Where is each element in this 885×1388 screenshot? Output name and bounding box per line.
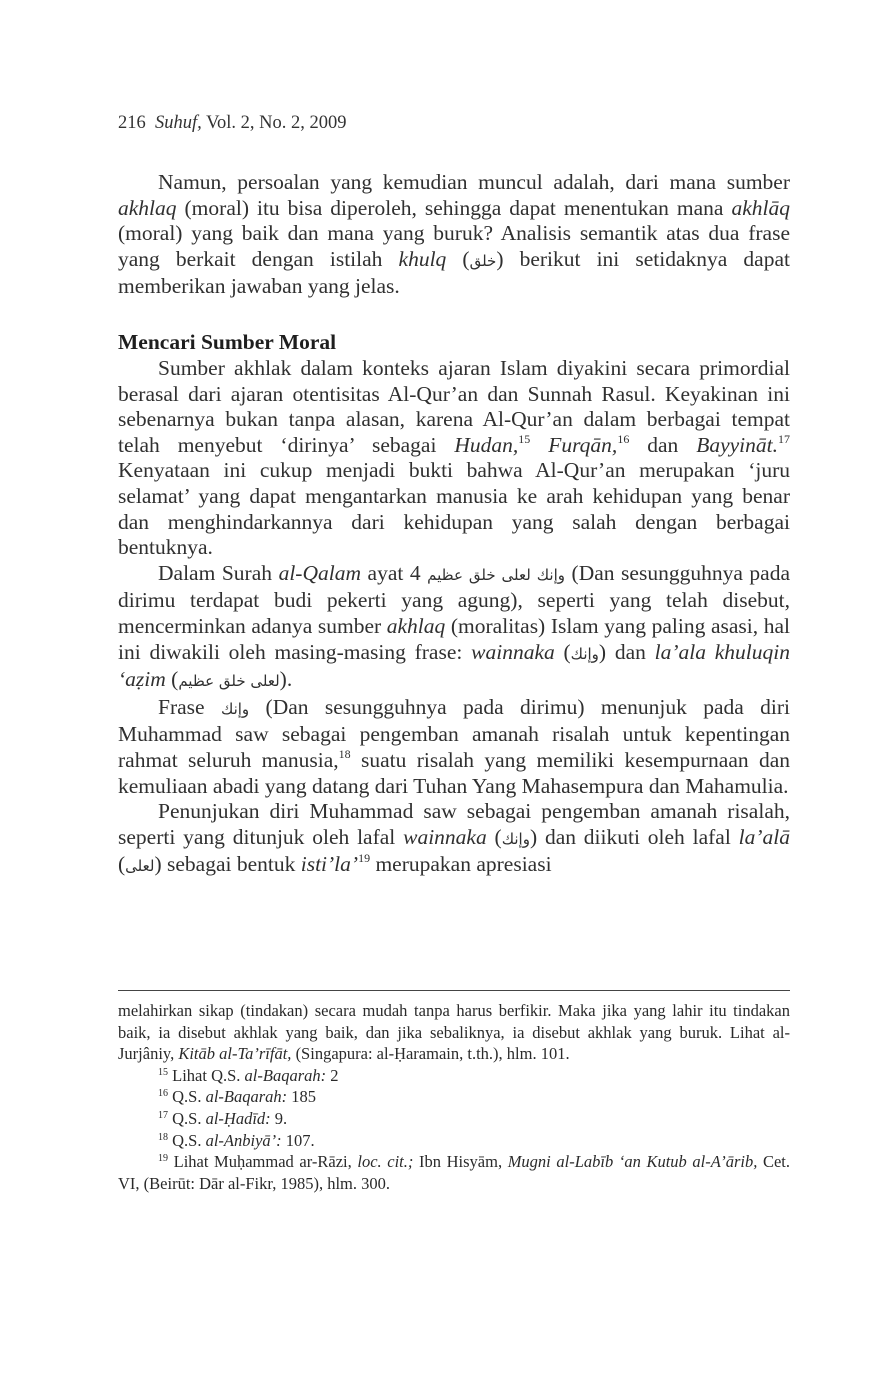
term: la’alā: [738, 824, 790, 849]
footnote-number: 18: [158, 1131, 168, 1143]
arabic-verse: وإنك لعلى خلق عظيم: [427, 565, 565, 584]
footnote-18: [118, 1130, 790, 1152]
text: (moralitas) Islam yang paling asasi, hal ini diwakili oleh masing-masing frase:: [118, 613, 790, 664]
text: Namun, persoalan yang kemudian muncul adalah, dari mana sumber: [158, 170, 790, 194]
text: Q.S.: [168, 1108, 206, 1128]
text: (Dan sesungguhnya pada dirimu) menunjuk pada diri Muhammad saw sebagai pengemban amanah risalah untuk kepentingan rahmat seluruh manusia,: [118, 694, 790, 772]
arabic-term: وإنك: [501, 829, 530, 848]
paragraph-frase: [118, 695, 790, 799]
text: ).: [279, 667, 293, 692]
term: khulq: [398, 246, 447, 271]
term: Hudan,: [454, 432, 519, 457]
footnote-ref: 19: [358, 851, 371, 866]
text: melahirkan sikap (tindakan) secara mudah tanpa harus berfikir. Maka jika yang lahir itu tindakan baik, ia disebut akhlak yang baik, dan jika sebaliknya, ia disebut akhlak yang buruk. Lihat al-Jurjâniy,: [118, 1001, 790, 1064]
text: 9.: [270, 1108, 288, 1128]
arabic-term: لعلى: [125, 857, 155, 876]
intro-section: [118, 170, 790, 300]
footnote-number: 17: [158, 1109, 168, 1121]
text: Kenyataan ini cukup menjadi bukti bahwa Al-Qur’an merupakan ‘juru selamat’ yang dapat mengantarkan manusia ke arah kehidupan yang benar dan menghindarkannya dari kehidupan yang salah dengan berbagai bentuknya.: [118, 458, 790, 560]
term: al-Baqarah:: [205, 1087, 288, 1107]
running-header: [118, 113, 347, 134]
text: Sumber akhlak dalam konteks ajaran Islam diyakini secara primordial berasal dari ajaran otentisitas Al-Qur’an dan Sunnah Rasul. Keyakinan ini sebenarnya bukan tanpa alasan, karena Al-Qur’an dalam berbagai tempat telah menyebut ‘dirinya’ sebagai: [118, 356, 790, 457]
arabic-term: لعلى خلق عظيم: [178, 672, 280, 691]
main-section: [118, 356, 790, 880]
term: al-Qalam: [278, 560, 361, 585]
term: Mugni al-Labīb ‘an Kutub al-A’ārib,: [507, 1152, 758, 1172]
text: (moral) yang baik dan mana yang buruk? Analisis semantik atas dua frase yang berkait dengan istilah: [118, 221, 790, 271]
journal-name: Suhuf,: [155, 113, 202, 133]
paragraph-penunjukan: [118, 799, 790, 880]
text: ) berikut ini setidaknya dapat memberikan jawaban yang jelas.: [118, 246, 790, 299]
text: (moral) itu bisa diperoleh, sehingga dapat menentukan mana: [176, 195, 732, 220]
section-heading: Mencari Sumber Moral: [118, 330, 337, 354]
arabic-term: وإنك: [220, 699, 250, 718]
text: merupakan apresiasi: [370, 852, 552, 877]
paragraph-intro: [118, 170, 790, 300]
text: dan: [629, 432, 697, 457]
text: Frase: [158, 694, 221, 719]
footnote-continuation: [118, 1000, 790, 1065]
footnote-19: [118, 1151, 790, 1194]
term: la’ala khuluqin ‘aẓim: [118, 639, 791, 692]
footnotes: [118, 1000, 790, 1194]
page-number: 216: [118, 113, 146, 133]
term: Bayyināt.: [696, 432, 779, 457]
text: [530, 433, 548, 457]
paragraph-source: [118, 356, 790, 561]
volume-info: Vol. 2, No. 2, 2009: [206, 113, 347, 133]
text: (Singapura: al-Ḥaramain, t.th.), hlm. 101.: [291, 1044, 570, 1064]
term: akhlaq: [118, 195, 177, 220]
footnote-number: 15: [158, 1066, 168, 1078]
text: (: [118, 852, 126, 877]
footnote-15: [118, 1065, 790, 1087]
footnote-16: [118, 1086, 790, 1108]
footnote-ref: 18: [338, 746, 351, 761]
term: akhlāq: [731, 195, 790, 220]
text: Lihat Muḥammad ar-Rāzi,: [168, 1152, 358, 1172]
text: (Dan sesungguhnya pada dirimu terdapat budi pekerti yang agung), seperti yang telah disebut, mencerminkan adanya sumber: [118, 560, 791, 638]
footnote-number: 16: [158, 1088, 168, 1100]
text: Ibn Hisyām,: [413, 1152, 508, 1172]
text: Dalam Surah: [158, 560, 279, 585]
footnote-ref: 15: [518, 431, 531, 446]
footnote-17: [118, 1108, 790, 1130]
text: ayat 4: [360, 560, 428, 585]
term: Furqān,: [548, 432, 618, 457]
term: Kitāb al-Ta’rīfāt,: [178, 1044, 292, 1064]
term: al-Baqarah:: [244, 1065, 327, 1085]
footnote-ref: 17: [778, 431, 791, 446]
text: ) dan: [598, 639, 655, 664]
term: wainnaka: [403, 824, 487, 849]
text: (: [486, 824, 502, 849]
term: loc. cit.;: [357, 1152, 414, 1172]
text: 107.: [281, 1130, 315, 1150]
text: Lihat Q.S.: [168, 1065, 245, 1085]
text: suatu risalah yang memiliki kesempurnaan dan kemuliaan abadi yang datang dari Tuhan Yang Mahasempura dan Mahamulia.: [118, 747, 790, 798]
arabic-term: خلق: [469, 251, 497, 270]
text: (: [446, 246, 470, 271]
text: ) sebagai bentuk: [154, 852, 301, 877]
footnote-number: 19: [158, 1153, 168, 1165]
footnote-ref: 16: [617, 431, 630, 446]
text: 185: [287, 1087, 317, 1107]
term: akhlaq: [386, 613, 446, 638]
arabic-term: وإنك: [570, 644, 599, 663]
paragraph-qalam: [118, 561, 790, 695]
term: al-Ḥadīd:: [205, 1108, 271, 1128]
text: ) dan diikuti oleh lafal: [529, 824, 739, 849]
text: 2: [326, 1065, 339, 1085]
term: isti’la’: [300, 852, 359, 877]
text: Cet. VI, (Beirūt: Dār al-Fikr, 1985), hlm. 300.: [118, 1152, 790, 1193]
text: (: [554, 639, 571, 664]
footnote-divider: [118, 990, 790, 991]
text: Q.S.: [168, 1087, 206, 1107]
term: wainnaka: [471, 639, 555, 664]
term: al-Anbiyā’:: [205, 1130, 282, 1150]
text: Penunjukan diri Muhammad saw sebagai pengemban amanah risalah, seperti yang ditunjuk oleh lafal: [118, 799, 790, 849]
text: Q.S.: [168, 1130, 206, 1150]
text: (: [165, 667, 179, 692]
